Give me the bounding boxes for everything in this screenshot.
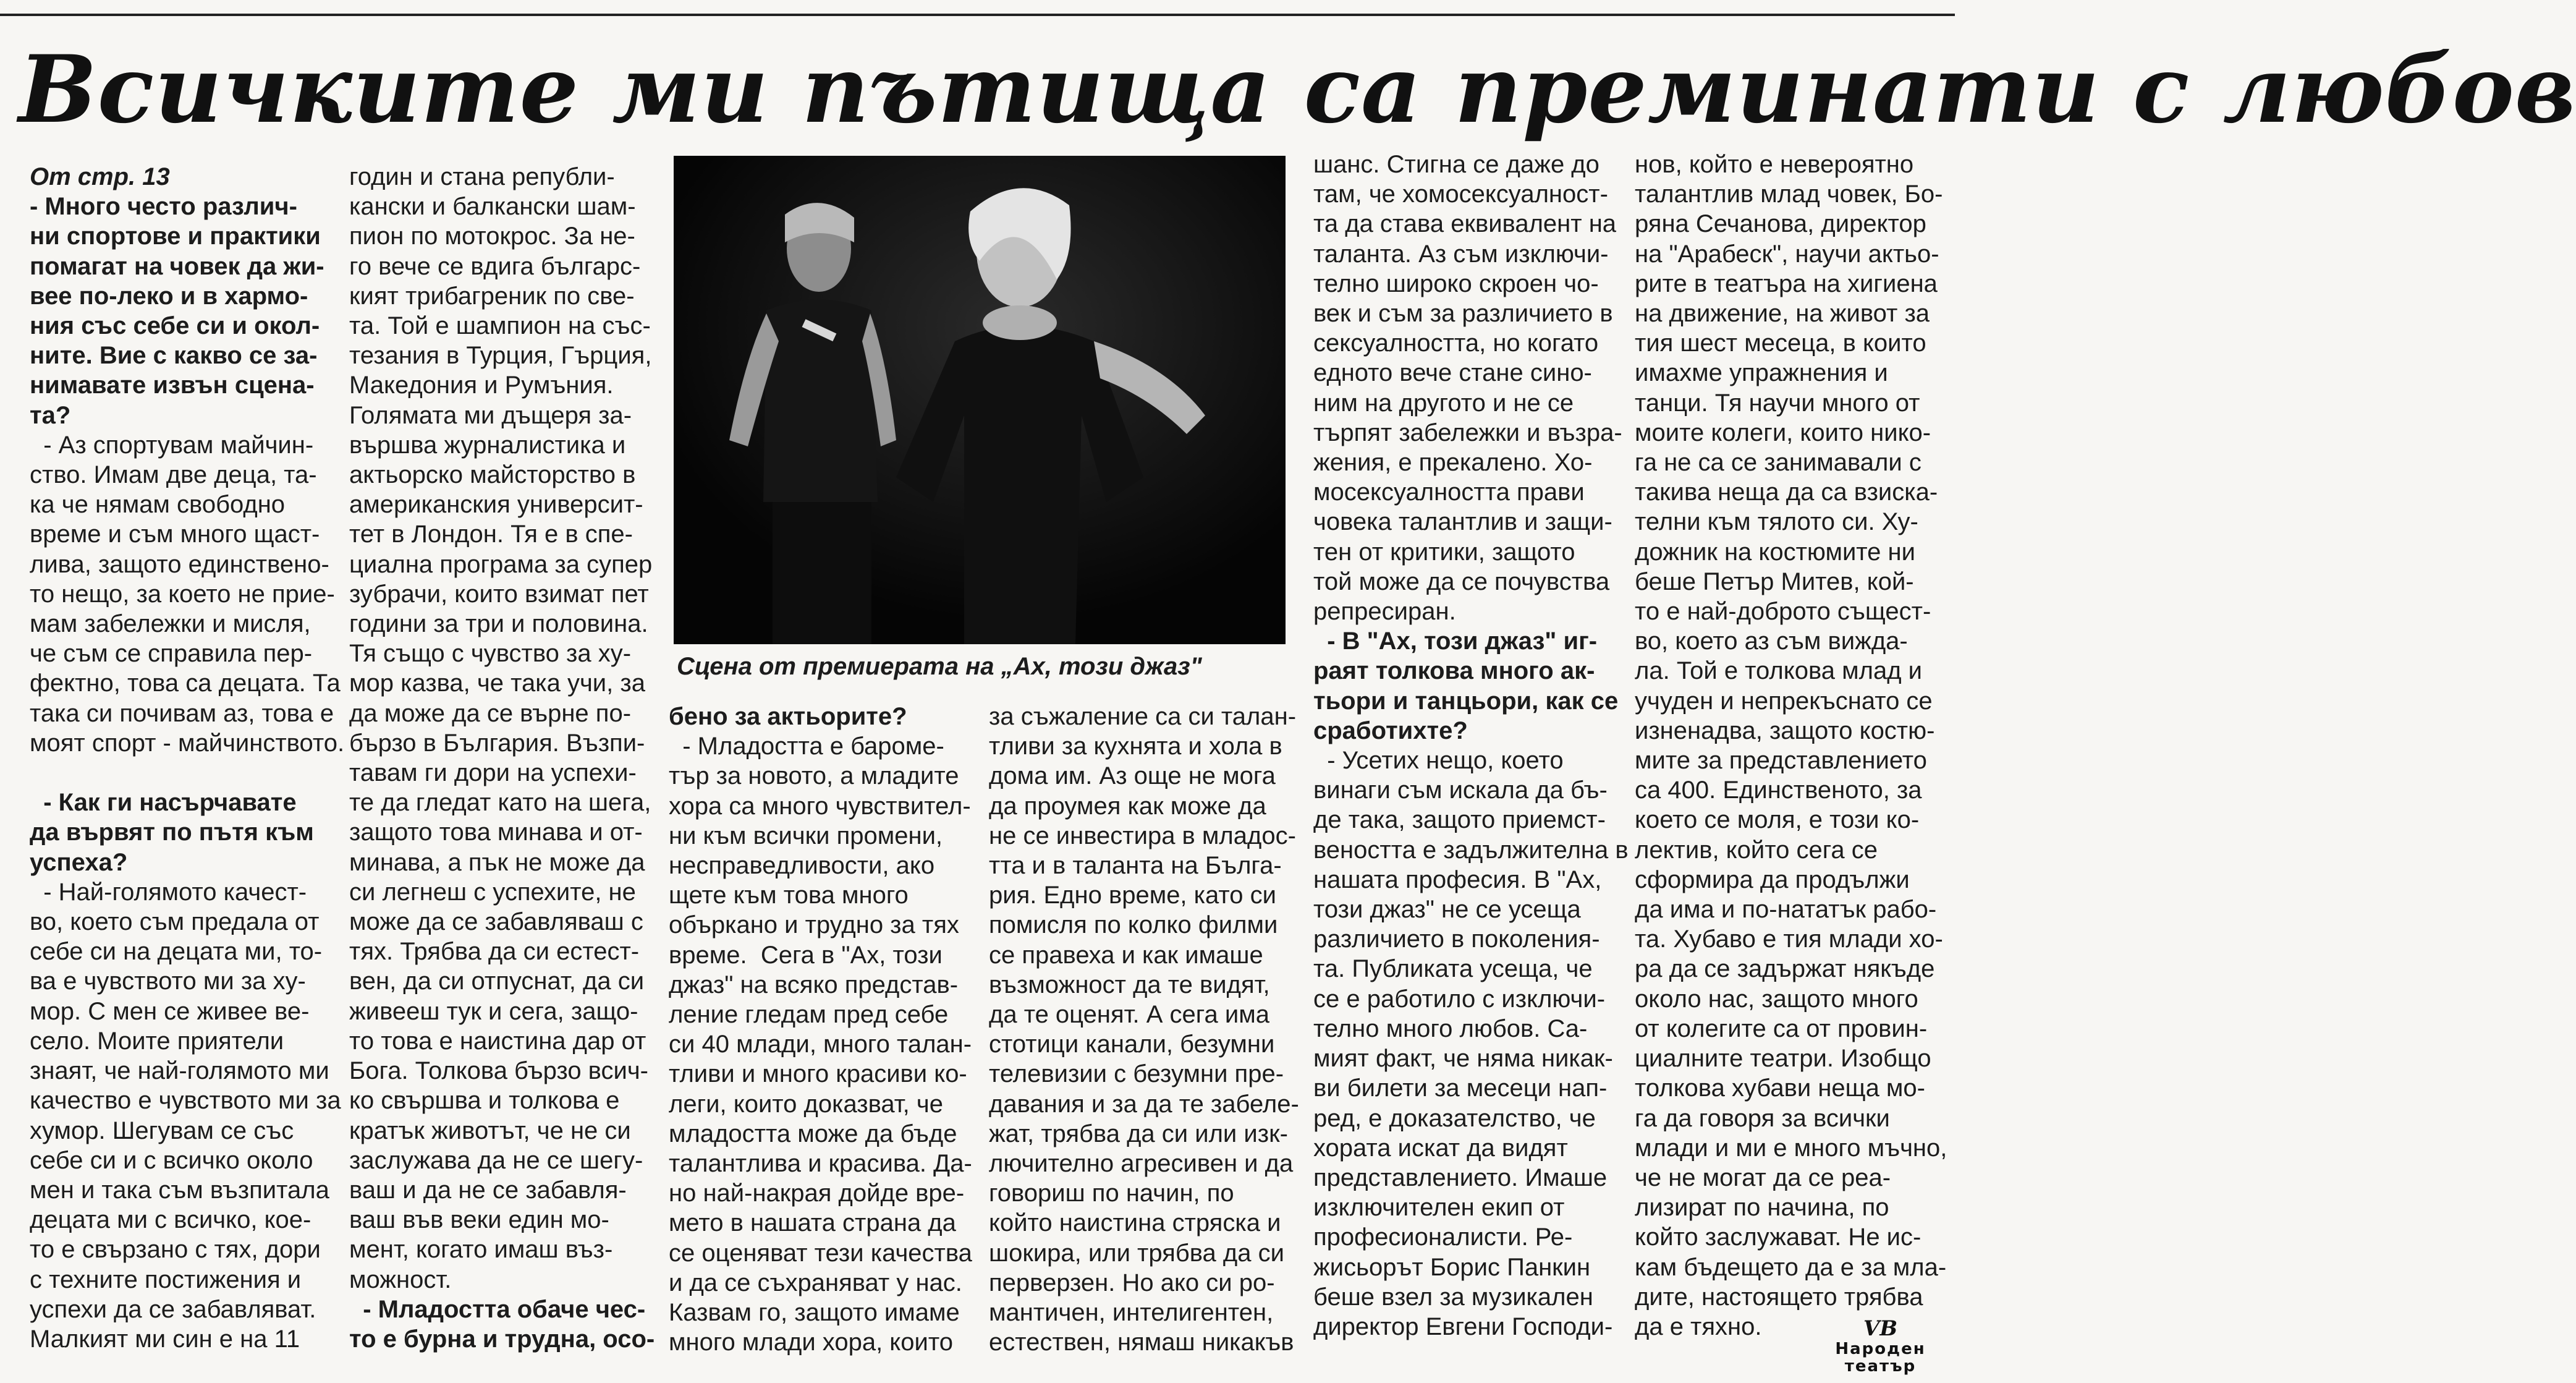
text-line: тет в Лондон. Тя е в спе-: [349, 521, 633, 548]
text-line: ваш във веки един мо-: [349, 1206, 609, 1234]
question-line: - Младостта обаче чес-: [349, 1295, 646, 1323]
text-line: помисля по колко филми: [989, 911, 1278, 939]
column-1: [30, 162, 345, 1354]
text-line: себе си на децата ми, то-: [30, 938, 323, 966]
text-line: че не могат да се реа-: [1635, 1164, 1891, 1191]
text-line: лектив, който сега се: [1635, 836, 1878, 864]
text-line: да има и по-нататък рабо-: [1635, 896, 1937, 924]
question-line: ните. Вие с какво се за-: [30, 342, 318, 370]
text-line: възможност да те видят,: [989, 971, 1270, 998]
text-line: ко свършва и толкова е: [349, 1087, 620, 1115]
text-line: тта и в таланта на Бълга-: [989, 852, 1282, 880]
text-line: се правеха и как имаше: [989, 941, 1263, 969]
text-line: жисьорът Борис Панкин: [1313, 1253, 1591, 1281]
text-line: лючително агресивен и да: [989, 1150, 1294, 1178]
column-1-text: [30, 192, 345, 1354]
text-line: талантлива и красива. Да-: [669, 1150, 972, 1178]
text-line: Бога. Толкова бързо всич-: [349, 1057, 648, 1085]
text-line: тавам ги дори на успехи-: [349, 759, 637, 787]
text-line: който наистина стряска и: [989, 1209, 1281, 1237]
text-line: различието в поколения-: [1313, 926, 1600, 953]
text-line: та. Публиката усеща, че: [1313, 955, 1593, 983]
question-line: раят толкова много ак-: [1313, 657, 1595, 685]
column-3-text: [669, 702, 981, 1357]
column-4: [989, 702, 1299, 1357]
text-line: тливи и много красиви ко-: [669, 1060, 967, 1088]
text-line: ление гледам пред себе: [669, 1001, 949, 1029]
question-line: вее по-леко и в хармо-: [30, 282, 308, 310]
text-line: американския университ-: [349, 491, 643, 519]
text-line: имахме упражнения и: [1635, 359, 1888, 387]
text-line: младостта може да бъде: [669, 1120, 957, 1147]
question-line: ни спортове и практики: [30, 223, 321, 250]
text-line: се е работило с изключи-: [1313, 985, 1606, 1013]
text-line: дома им. Аз още не мога: [989, 762, 1276, 790]
text-line: едното вече стане сино-: [1313, 359, 1592, 387]
text-line: мето в нашата страна да: [669, 1209, 956, 1237]
text-line: за съжаление са си талан-: [989, 703, 1297, 730]
question-line: та?: [30, 401, 71, 429]
text-line: учуден и непрекъснато се: [1635, 687, 1933, 715]
text-line: во, което аз съм виждa-: [1635, 628, 1908, 655]
question-line: - Как ги насърчавате: [30, 789, 297, 817]
text-line: говориш по начин, по: [989, 1180, 1234, 1207]
text-line: мор казва, че така учи, за: [349, 670, 645, 697]
text-line: ла. Той е толкова млад и: [1635, 657, 1922, 685]
text-line: години за три и половина.: [349, 610, 648, 638]
text-line: ваш и да не се забавля-: [349, 1176, 627, 1204]
text-line: то е най-доброто същест-: [1635, 598, 1931, 626]
article-headline: Всичките ми пътища са преминати с любов: [19, 35, 2576, 144]
text-line: около нас, защото много: [1635, 985, 1918, 1013]
text-line: директор Евгени Господи-: [1313, 1313, 1613, 1340]
text-line: мам забележки и мисля,: [30, 610, 311, 638]
text-line: дите, настоящето трябва: [1635, 1283, 1923, 1311]
column-4-text: [989, 702, 1299, 1357]
text-line: мент, когато имаш въз-: [349, 1236, 613, 1264]
stamp-signature: VB: [1863, 1316, 1898, 1341]
question-line: - В "Ах, този джаз" иг-: [1313, 628, 1598, 655]
question-line: успеха?: [30, 848, 128, 876]
text-line: та. Хубаво е тия млади хо-: [1635, 926, 1943, 953]
text-line: знаят, че най-голямото ми: [30, 1057, 329, 1085]
text-line: то нещо, за което не прие-: [30, 580, 335, 608]
text-line: вършва журналистика и: [349, 431, 626, 459]
text-line: рите в театъра на хигиена: [1635, 270, 1938, 297]
question-line: бено за актьорите?: [669, 703, 907, 730]
text-line: лива, защото единствено-: [30, 550, 329, 578]
text-line: са 400. Единственото, за: [1635, 777, 1922, 804]
text-line: този джаз" не се усеща: [1313, 896, 1581, 924]
text-line: тезания в Турция, Гърция,: [349, 342, 652, 370]
text-line: ряна Сечанова, директор: [1635, 210, 1926, 238]
stamp-text: Народен театър: [1835, 1340, 1926, 1376]
text-line: хора са много чувствител-: [669, 792, 971, 820]
text-line: - Младостта е бароме-: [669, 733, 944, 760]
text-line: дожник на костюмите ни: [1635, 538, 1915, 566]
text-line: та да става еквивалент на: [1313, 210, 1617, 238]
text-line: жения, е прекалено. Хо-: [1313, 449, 1593, 477]
text-line: телевизии с безумни пре-: [989, 1060, 1284, 1088]
source-reference: От стр. 13: [30, 163, 170, 190]
text-line: - Усетих нещо, което: [1313, 747, 1564, 775]
question-line: сработихте?: [1313, 717, 1468, 744]
text-line: телно широко скроен чо-: [1313, 270, 1599, 297]
text-line: си легнеш с успехите, не: [349, 878, 636, 906]
text-line: защото това минава и от-: [349, 819, 643, 846]
text-line: на "Арабеск", научи актьо-: [1635, 240, 1939, 268]
text-line: веността е задължителна в: [1313, 836, 1629, 864]
top-rule: [0, 14, 1955, 16]
text-line: ва е чувството ми за ху-: [30, 968, 306, 995]
text-line: шокира, или трябва да си: [989, 1239, 1284, 1267]
stage-photo-image: [674, 156, 1286, 644]
text-line: Македония и Румъния.: [349, 372, 614, 399]
text-line: беше Петър Митев, кой-: [1635, 568, 1914, 595]
text-line: джаз" на всяко представ-: [669, 971, 959, 998]
text-line: Малкият ми син е на 11: [30, 1325, 300, 1353]
text-line: га не са се занимавали с: [1635, 449, 1921, 477]
text-line: Казвам го, защото имаме: [669, 1299, 960, 1327]
text-line: професионалисти. Ре-: [1313, 1223, 1573, 1251]
text-line: Тя също с чувство за ху-: [349, 640, 632, 668]
text-line: талантлив млад човек, Бо-: [1635, 181, 1943, 208]
column-5: [1313, 150, 1629, 1342]
text-line: да проумея как може да: [989, 792, 1266, 820]
text-line: кият трибагреник по све-: [349, 282, 635, 310]
text-line: много млади хора, които: [669, 1329, 953, 1356]
text-line: си 40 млади, много талан-: [669, 1031, 972, 1058]
text-line: естествен, нямаш никакъв: [989, 1329, 1294, 1356]
text-line: во, което съм предала от: [30, 908, 320, 936]
text-line: качество е чувството ми за: [30, 1087, 341, 1115]
text-line: кански и балкански шам-: [349, 193, 636, 221]
text-line: време. Сега в "Ах, този: [669, 941, 943, 969]
question-line: тьори и танцьори, как се: [1313, 687, 1619, 715]
text-line: беше взел за музикален: [1313, 1283, 1593, 1311]
text-line: рия. Едно време, като си: [989, 882, 1276, 909]
text-line: да може да се върне по-: [349, 699, 632, 727]
text-line: - Аз спортувам майчин-: [30, 431, 314, 459]
text-line: мосексуалността прави: [1313, 479, 1585, 506]
text-line: мите за представлението: [1635, 747, 1927, 775]
column-2: [349, 162, 655, 1354]
text-line: което се моля, е този ко-: [1635, 806, 1920, 834]
text-line: може да се забавляваш с: [349, 908, 643, 936]
text-line: мор. С мен се живее ве-: [30, 997, 310, 1025]
text-line: леги, които доказват, че: [669, 1090, 943, 1118]
text-line: ред, е доказателство, че: [1313, 1104, 1596, 1132]
text-line: таланта. Аз съм изключи-: [1313, 240, 1609, 268]
text-line: - Най-голямото качест-: [30, 878, 307, 906]
text-line: така си почивам аз, това е: [30, 699, 334, 727]
text-line: можност.: [349, 1266, 452, 1293]
text-line: но най-накрая дойде вре-: [669, 1180, 965, 1207]
text-line: зубрачи, които взимат пет: [349, 580, 649, 608]
text-line: ка че нямам свободно: [30, 491, 286, 519]
text-line: не се инвестира в младос-: [989, 822, 1296, 849]
text-line: търпят забележки и възра-: [1313, 419, 1622, 446]
text-line: себе си и с всичко около: [30, 1146, 313, 1174]
text-line: щете към това много: [669, 882, 909, 909]
text-line: годин и стана републи-: [349, 163, 615, 190]
text-line: то е свързано с тях, дори: [30, 1236, 321, 1264]
text-line: несправедливости, ако: [669, 852, 935, 880]
text-line: сформира да продължи: [1635, 866, 1910, 893]
text-line: давания и за да те забеле-: [989, 1090, 1299, 1118]
question-line: нимавате извън сцена-: [30, 372, 315, 399]
text-line: мен и така съм възпитала: [30, 1176, 329, 1204]
text-line: мият факт, че няма никак-: [1313, 1045, 1613, 1073]
photo-caption: Сцена от премиерата на „Ах, този джаз": [677, 653, 1202, 680]
text-line: тях. Трябва да си естест-: [349, 938, 640, 966]
column-2-text: [349, 162, 655, 1354]
text-line: с техните постижения и: [30, 1266, 302, 1293]
text-line: време и съм много щаст-: [30, 521, 320, 548]
text-line: минава, а пък не може да: [349, 848, 645, 876]
text-line: там, че хомосексуалност-: [1313, 181, 1608, 208]
column-6: [1635, 150, 1947, 1342]
text-line: такива неща да са взиска-: [1635, 479, 1938, 506]
text-line: сексуалността, но когато: [1313, 330, 1599, 357]
stage-photo: [674, 156, 1286, 644]
text-line: жат, трябва да си или изк-: [989, 1120, 1288, 1147]
text-line: на движение, на живот за: [1635, 300, 1930, 328]
text-line: мантичен, интелигентен,: [989, 1299, 1274, 1327]
text-line: бързо в България. Възпи-: [349, 729, 645, 757]
text-line: млади и ми е много мъчно,: [1635, 1134, 1947, 1162]
text-line: ви билети за месеци нап-: [1313, 1074, 1608, 1102]
text-line: шанс. Стигна се даже до: [1313, 151, 1599, 178]
text-line: век и съм за различието в: [1313, 300, 1613, 328]
text-line: стотици канали, безумни: [989, 1031, 1275, 1058]
text-line: де така, защото приемст-: [1313, 806, 1606, 834]
text-line: репресиран.: [1313, 598, 1456, 626]
column-6-text: [1635, 150, 1947, 1342]
question-line: помагат на човек да жи-: [30, 252, 324, 280]
text-line: тен от критики, защото: [1313, 538, 1575, 566]
text-line: телни към тялото си. Ху-: [1635, 508, 1918, 536]
text-line: да те оценят. А сега има: [989, 1001, 1269, 1029]
text-line: нашата професия. В "Ах,: [1313, 866, 1602, 893]
column-5-text: [1313, 150, 1629, 1342]
text-line: те да гледат като на шега,: [349, 789, 651, 817]
text-line: моите колеги, които нико-: [1635, 419, 1931, 446]
text-line: и да се съхраняват у нас.: [669, 1269, 962, 1296]
text-line: га да говоря за всички: [1635, 1104, 1890, 1132]
question-line: ния със себе си и окол-: [30, 312, 320, 340]
text-line: моят спорт - майчинството.: [30, 729, 345, 757]
text-line: ни към всички промени,: [669, 822, 943, 849]
text-line: танци. Тя научи много от: [1635, 389, 1920, 417]
text-line: пион по мотокрос. За не-: [349, 223, 635, 250]
text-line: тливи за кухнята и хола в: [989, 733, 1282, 760]
text-line: тия шест месеца, в които: [1635, 330, 1926, 357]
theatre-stamp: [1814, 1317, 1947, 1376]
text-line: тър за новото, а младите: [669, 762, 959, 790]
text-line: живееш тук и сега, защо-: [349, 997, 638, 1025]
text-line: нов, който е невероятно: [1635, 151, 1914, 178]
text-line: телно много любов. Са-: [1313, 1015, 1588, 1042]
text-line: да е тяхно.: [1635, 1313, 1762, 1340]
question-line: - Много често различ-: [30, 193, 297, 221]
text-line: винаги съм искала да бъ-: [1313, 777, 1608, 804]
text-line: Голямата ми дъщеря за-: [349, 401, 632, 429]
text-line: циална програма за супер: [349, 550, 653, 578]
text-line: [30, 758, 333, 788]
question-line: то е бурна и трудна, осо-: [349, 1325, 655, 1353]
text-line: толкова хубави неща мо-: [1635, 1074, 1925, 1102]
text-line: та. Той е шампион на със-: [349, 312, 651, 340]
text-line: че съм се справила пер-: [30, 640, 313, 668]
text-line: фектно, това са децата. Та: [30, 670, 341, 697]
text-line: се оценяват тези качества: [669, 1239, 972, 1267]
text-line: от колегите са от провин-: [1635, 1015, 1928, 1042]
text-line: го вече се вдига българс-: [349, 252, 641, 280]
text-line: то това е наистина дар от: [349, 1027, 646, 1055]
text-line: хората искат да видят: [1313, 1134, 1568, 1162]
text-line: перверзен. Но ако си ро-: [989, 1269, 1275, 1296]
question-line: да вървят по пътя към: [30, 819, 314, 846]
text-line: децата ми с всичко, кое-: [30, 1206, 311, 1234]
text-line: човека талантлив и защи-: [1313, 508, 1612, 536]
text-line: ним на другото и не се: [1313, 389, 1574, 417]
text-line: заслужава да не се шегу-: [349, 1146, 643, 1174]
text-line: представлението. Имаше: [1313, 1164, 1608, 1191]
text-line: село. Моите приятели: [30, 1027, 284, 1055]
text-line: който заслужават. Не ис-: [1635, 1223, 1921, 1251]
text-line: объркано и трудно за тях: [669, 911, 959, 939]
text-line: ра да се задържат някъде: [1635, 955, 1935, 983]
text-line: лизират по начина, по: [1635, 1194, 1889, 1222]
text-line: актьорско майсторство в: [349, 461, 636, 489]
text-line: ство. Имам две деца, та-: [30, 461, 317, 489]
text-line: хумор. Шегувам се със: [30, 1117, 294, 1144]
text-line: кам бъдещето да е за мла-: [1635, 1253, 1947, 1281]
text-line: изненадва, защото костю-: [1635, 717, 1935, 744]
column-3: [669, 702, 981, 1357]
text-line: успехи да се забавляват.: [30, 1295, 316, 1323]
text-line: вен, да си отпуснат, да си: [349, 968, 645, 995]
text-line: кратък животът, че не си: [349, 1117, 631, 1144]
text-line: той може да се почувства: [1313, 568, 1610, 595]
text-line: циалните театри. Изобщо: [1635, 1045, 1931, 1073]
text-line: изключителен екип от: [1313, 1194, 1565, 1222]
